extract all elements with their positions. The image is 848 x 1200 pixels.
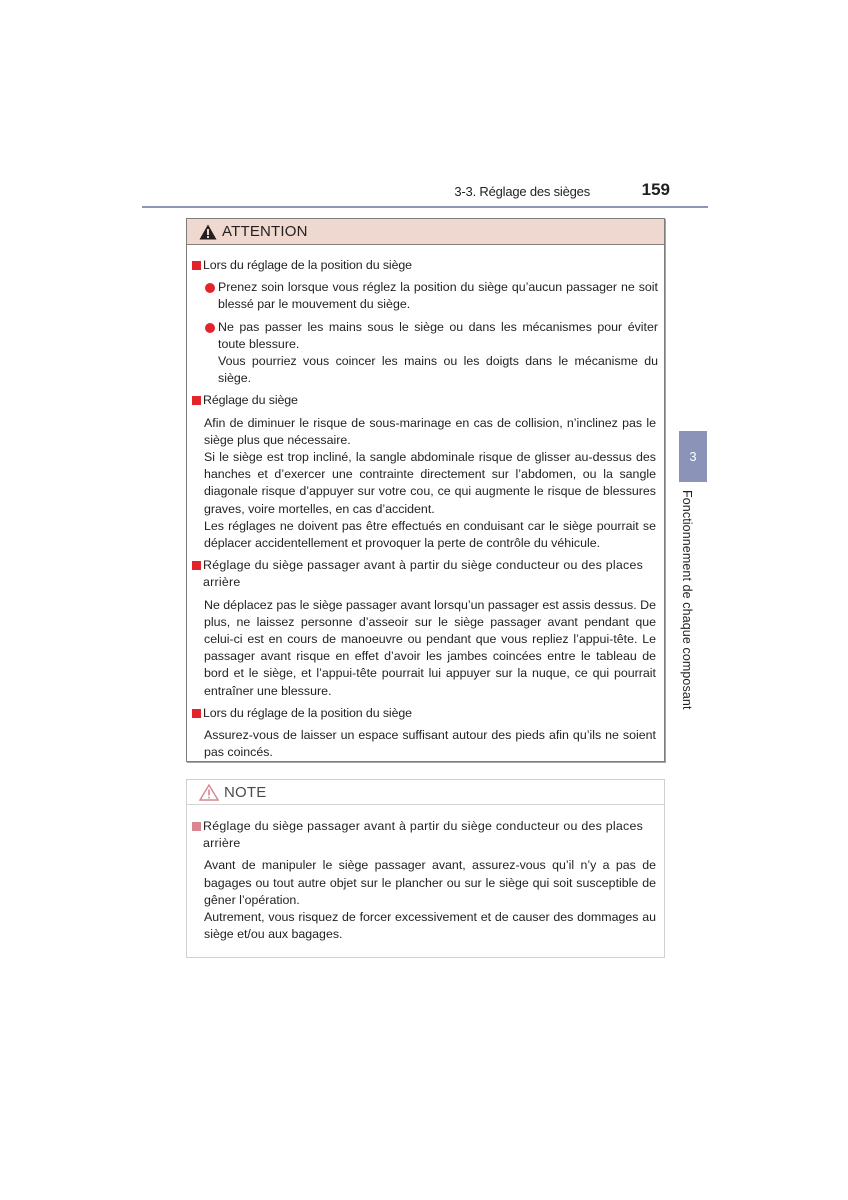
warning-triangle-filled-icon	[199, 224, 217, 240]
section-heading: Réglage du siège passager avant à partir du siège conducteur ou des places arrière	[191, 818, 658, 852]
attention-title: ATTENTION	[222, 223, 308, 240]
section-title: 3-3. Réglage des sièges	[454, 184, 590, 199]
note-box	[186, 779, 665, 958]
paragraph: Afin de diminuer le risque de sous-marinage en cas de collision, n’inclinez pas le siège plus que nécessaire.	[204, 415, 656, 447]
bullet-extra-text: Vous pourriez vous coincer les mains ou les doigts dans le mécanisme du siège.	[218, 354, 658, 386]
bullet-item	[191, 279, 658, 313]
paragraph: Si le siège est trop incliné, la sangle abdominale risque de glisser au-dessus des hanches et d’exercer une contrainte directement sur l’abdomen, ou la sangle diagonale risque d’appuyer sur votre cou, ce qui augmente le risque de blessures graves, voire mortelles, en cas d’accident.	[204, 450, 656, 516]
warning-triangle-outline-icon	[199, 784, 219, 801]
attention-body	[187, 245, 664, 761]
bullet-text: Prenez soin lorsque vous réglez la position du siège qu’aucun passager ne soit blessé par le mouvement du siège.	[218, 280, 658, 312]
section-paragraphs	[191, 415, 658, 553]
header-divider	[142, 206, 708, 208]
bullet-text: Ne pas passer les mains sous le siège ou dans les mécanismes pour éviter toute blessure.	[218, 319, 658, 351]
note-header	[187, 780, 664, 805]
section-heading: Lors du réglage de la position du siège	[191, 705, 658, 722]
paragraph: Les réglages ne doivent pas être effectués en conduisant car le siège pourrait se déplacer accidentellement et provoquer la perte de contrôle du véhicule.	[204, 518, 656, 551]
section-paragraphs	[191, 597, 658, 700]
paragraph: Assurez-vous de laisser un espace suffisant autour des pieds afin qu’ils ne soient pas coincés.	[204, 728, 656, 760]
paragraph: Ne déplacez pas le siège passager avant lorsqu’un passager est assis dessus. De plus, ne laissez personne d’asseoir sur le siège passager avant pendant que celui-ci est en cours de manoeuvre ou pendant que vous repliez l’appui-tête. Le passager avant risque en effet d’avoir les jambes coincées entre le tableau de bord et le siège, et l’appui-tête pourrait lui appuyer sur la nuque, ce qui pourrait entraîner une blessure.	[204, 597, 656, 698]
chapter-tab[interactable]	[679, 431, 707, 482]
section-paragraphs	[191, 727, 658, 761]
paragraph: Avant de manipuler le siège passager avant, assurez-vous qu’il n’y a pas de bagages ou tout autre objet sur le plancher ou sur le siège qui soit susceptible de gêner l’opération.	[204, 858, 656, 907]
section-heading: Réglage du siège	[191, 392, 658, 409]
attention-header	[187, 219, 664, 245]
chapter-number: 3	[689, 449, 697, 464]
section-heading: Lors du réglage de la position du siège	[191, 257, 658, 274]
attention-box	[186, 218, 665, 762]
note-body	[187, 805, 664, 943]
section-paragraphs	[191, 857, 658, 943]
page-header	[142, 178, 707, 206]
section-heading: Réglage du siège passager avant à partir du siège conducteur ou des places arrière	[191, 557, 658, 591]
chapter-label: Fonctionnement de chaque composant	[680, 490, 694, 710]
page-number: 159	[641, 180, 670, 199]
note-title: NOTE	[224, 783, 267, 801]
bullet-item	[191, 319, 658, 388]
paragraph: Autrement, vous risquez de forcer excessivement et de causer des dommages au siège et/ou aux bagages.	[204, 910, 656, 942]
